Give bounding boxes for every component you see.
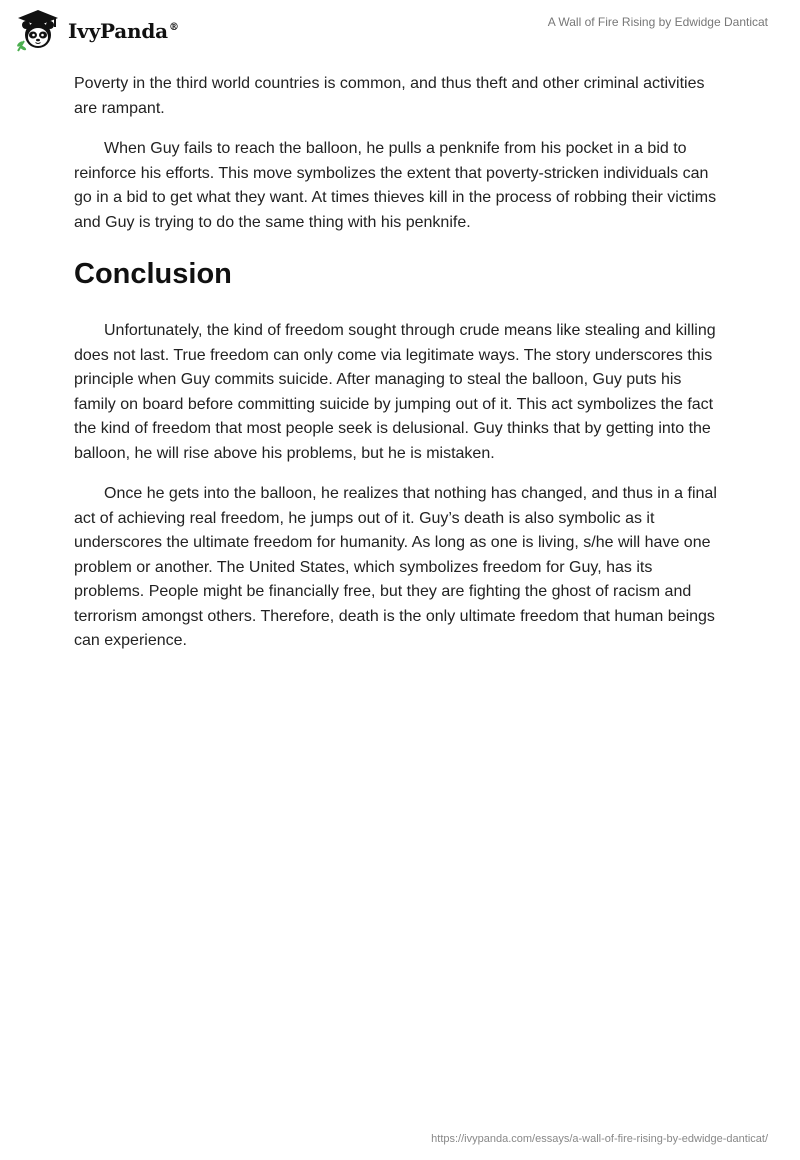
- paragraph-penknife: When Guy fails to reach the balloon, he pulls a penknife from his pocket in a bid to reinforce his efforts. This move symbolizes the extent that poverty-stricken individuals can go in a bid to get what they want. At times thieves kill in the process of robbing their victims and Guy is trying to do the same thing with his penknife.: [74, 140, 717, 231]
- paragraph-freedom: Unfortunately, the kind of freedom sought through crude means like stealing and killing does not last. True freedom can only come via legitimate ways. The story underscores this principle when Guy commits suicide. After managing to steal the balloon, Guy puts his family on board before committing suicide by jumping out of it. This act symbolizes the fact the kind of freedom that most people seek is delusional. Guy thinks that by getting into the balloon, he will rise above his problems, but he is mistaken.: [74, 322, 716, 462]
- ivypanda-logo[interactable]: [14, 7, 179, 55]
- panda-graduate-logo-icon: [14, 7, 62, 55]
- section-heading-conclusion: Conclusion: [74, 258, 232, 290]
- source-url[interactable]: https://ivypanda.com/essays/a-wall-of-fire-rising-by-edwidge-danticat/: [431, 1133, 768, 1145]
- page-header: [0, 0, 800, 72]
- paragraph-poverty: Poverty in the third world countries is common, and thus theft and other criminal activities are rampant.: [74, 75, 705, 117]
- brand-name: IvyPanda®: [68, 19, 179, 43]
- registered-mark: ®: [168, 22, 179, 34]
- document-title: A Wall of Fire Rising by Edwidge Danticat: [547, 15, 768, 29]
- paragraph-death: Once he gets into the balloon, he realizes that nothing has changed, and thus in a final act of achieving real freedom, he jumps out of it. Guy’s death is also symbolic as it underscores the ultimate freedom for humanity. As long as one is living, s/he will have one problem or another. The United States, which symbolizes freedom for Guy, has its problems. People might be financially free, but they are fighting the ghost of racism and terrorism amongst others. Therefore, death is the only ultimate freedom that human beings can experience.: [74, 485, 717, 649]
- essay-body: [74, 72, 724, 670]
